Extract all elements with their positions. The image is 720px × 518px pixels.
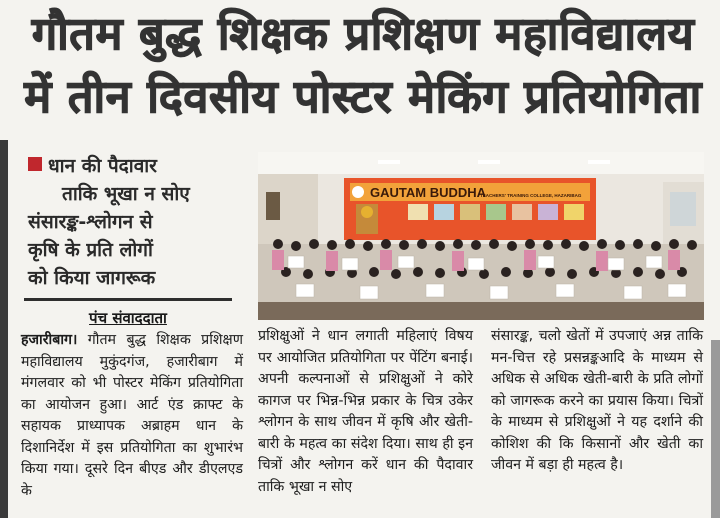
- subheadline-line-1: धान की पैदावार: [28, 152, 233, 180]
- subheadline-line-3: संसारङ्क-श्लोगन से: [28, 211, 153, 233]
- event-photo-illustration: [258, 152, 704, 320]
- article-column-3: [491, 326, 703, 477]
- headline-line-2: में तीन दिवसीय पोस्टर मेकिंग प्रतियोगिता: [24, 70, 702, 123]
- subheadline-line-4: कृषि के प्रति लोगों: [28, 239, 153, 261]
- byline: पंच संवाददाता: [89, 309, 167, 327]
- page-edge-shadow: [0, 140, 8, 518]
- divider-rule: [24, 298, 232, 301]
- headline: [18, 2, 708, 128]
- subheadline: [28, 152, 233, 292]
- headline-line-1: गौतम बुद्ध शिक्षक प्रशिक्षण महाविद्यालय: [31, 7, 695, 60]
- article-column-3-text: संसारङ्क, चलो खेतों में उपजाएं अन्न ताकि मन-चित्त रहे प्रसन्नङ्कआदि के माध्यम से अधिक से अधिक खेती-बारी के प्रति लोगों को जागरूक करने का प्रयास किया। चित्रों के माध्यम से प्रशिक्षुओं ने यह दर्शाने की कोशिश की कि किसानों और खेती का जीवन में बड़ा ही महत्व है।: [491, 328, 703, 473]
- article-column-1-text: गौतम बुद्ध शिक्षक प्रशिक्षण महाविद्यालय मुकुंदगंज, हजारीबाग में मंगलवार को भी पोस्टर मेकिंग प्रतियोगिता का आयोजन हुआ। आर्ट एंड क्राफ्ट के सहायक प्राध्यापक अब्राहम धान के दिशानिर्देश में इस प्रतियोगिता का शुभारंभ किया गया। दूसरे दिन बीएड और डीएलएड के: [21, 332, 243, 499]
- article-column-2-text: प्रशिक्षुओं ने धान लगाती महिलाएं विषय पर आयोजित प्रतियोगिता पर पेंटिंग बनाई। अपनी कल्पनाओं से प्रशिक्षुओं ने कोरे कागज पर भिन्न-भिन्न प्रकार के चित्र उकेर श्लोगन के साथ जीवन में कृषि और खेती-बारी के महत्व का संदेश दिया। साथ ही इन चित्रों और श्लोगन करें धान की पैदावार ताकि भूखा न सोए: [258, 328, 473, 495]
- banner-subtitle: TEACHERS' TRAINING COLLEGE, HAZARIBAG: [480, 193, 582, 198]
- banner-title: GAUTAM BUDDHA: [370, 185, 487, 200]
- article-column-2: [258, 326, 473, 498]
- article-column-1: [21, 330, 243, 502]
- event-photo: [258, 152, 704, 320]
- subheadline-line-5: को किया जागरूक: [28, 267, 156, 289]
- subheadline-line-2: ताकि भूखा न सोए: [62, 183, 190, 205]
- bullet-square-icon: [28, 157, 42, 171]
- page-edge-right: [711, 340, 720, 518]
- dateline: हजारीबाग।: [21, 332, 78, 348]
